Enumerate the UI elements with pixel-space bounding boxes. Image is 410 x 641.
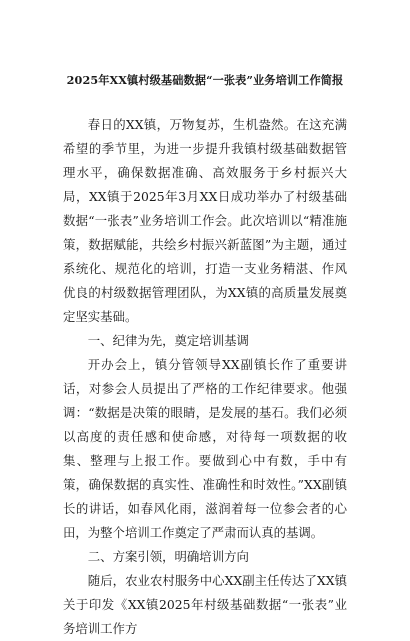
intro-paragraph: 春日的XX镇，万物复苏，生机盎然。在这充满希望的季节里，为进一步提升我镇村级基础数据管理水平，确保数据准确、高效服务于乡村振兴大局，XX镇于2025年3月XX日成功举办了村级基础数据“一张表”业务培训工作会。此次培训以“精准施策，数据赋能，共绘乡村振兴新蓝图”为主题，通过系统化、规范化的培训，打造一支业务精湛、作风优良的村级数据管理团队，为XX镇的高质量发展奠定坚实基础。 — [63, 117, 347, 324]
section-heading-discipline: 一、纪律为先，奠定培训基调 — [87, 333, 249, 348]
document-title: 2025年XX镇村级基础数据“一张表”业务培训工作简报 — [66, 73, 344, 87]
section-heading-plan: 二、方案引领，明确培训方向 — [87, 549, 249, 564]
discipline-paragraph: 开办会上，镇分管领导XX副镇长作了重要讲话，对参会人员提出了严格的工作纪律要求。他强调：“数据是决策的眼睛，是发展的基石。我们必须以高度的责任感和使命感，对待每一项数据的收集、整理与上报工作。要做到心中有数，手中有策，确保数据的真实性、准确性和时效性。”XX副镇长的讲话，如春风化雨，滋润着每一位参会者的心田，为整个培训工作奠定了严肃而认真的基调。 — [63, 357, 347, 540]
plan-paragraph: 随后，农业农村服务中心XX副主任传达了XX镇关于印发《XX镇2025年村级基础数据“一张表”业务培训工作方 — [63, 573, 347, 636]
